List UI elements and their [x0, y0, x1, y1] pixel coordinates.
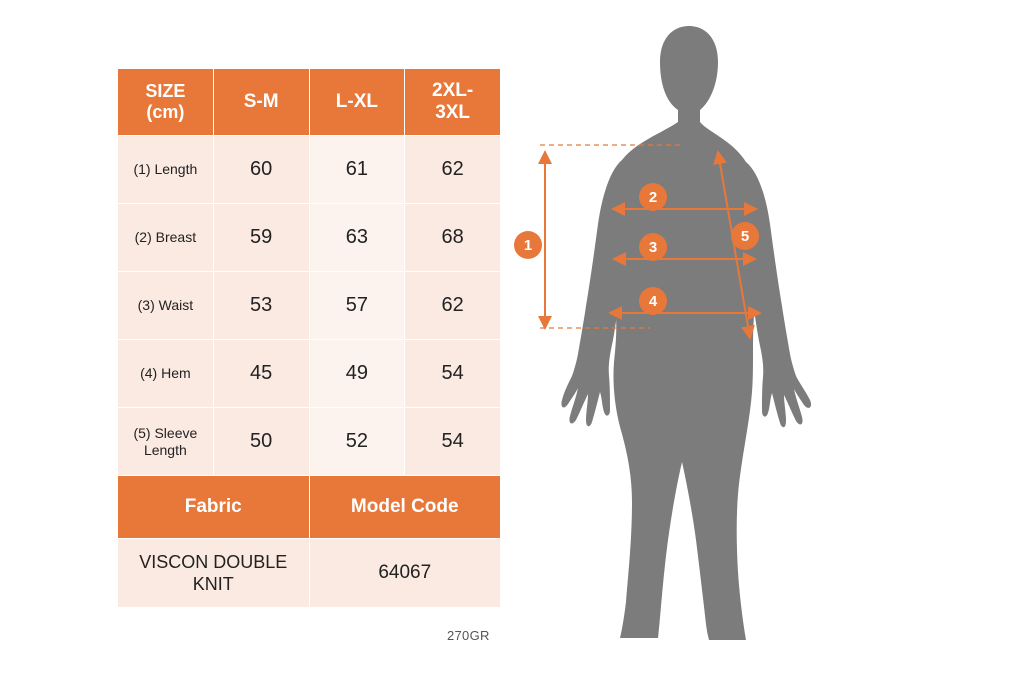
fabric-weight-note: 270GR: [447, 628, 490, 643]
header-2xl-line1: 2XL-: [432, 80, 474, 102]
cell-length-l-xl: 61: [309, 136, 405, 204]
measurement-figure: [510, 10, 1010, 670]
mannequin-silhouette-svg: [510, 10, 1010, 670]
column-header-size: [118, 69, 214, 136]
footer-header-model-code: Model Code: [309, 476, 501, 539]
row-label-sleeve-length: (5) Sleeve Length: [118, 408, 214, 476]
cell-waist-2xl-3xl: 62: [405, 272, 501, 340]
header-size-text: SIZE: [145, 81, 186, 102]
badge-3-waist: 3: [640, 234, 666, 260]
silhouette-body: [561, 26, 811, 640]
cell-length-s-m: 60: [213, 136, 309, 204]
table-row: [118, 272, 501, 340]
row-label-hem: (4) Hem: [118, 340, 214, 408]
cell-hem-l-xl: 49: [309, 340, 405, 408]
table-header: [118, 69, 501, 136]
cell-sleeve-l-xl: 52: [309, 408, 405, 476]
table-row: [118, 408, 501, 476]
table-body: [118, 136, 501, 608]
cell-sleeve-2xl-3xl: 54: [405, 408, 501, 476]
column-header-l-xl: L-XL: [309, 69, 405, 136]
cell-length-2xl-3xl: 62: [405, 136, 501, 204]
cell-sleeve-s-m: 50: [213, 408, 309, 476]
row-label-waist: (3) Waist: [118, 272, 214, 340]
cell-waist-s-m: 53: [213, 272, 309, 340]
cell-hem-2xl-3xl: 54: [405, 340, 501, 408]
badge-2-breast: 2: [640, 184, 666, 210]
footer-value-model-code: 64067: [309, 539, 501, 608]
row-label-length: (1) Length: [118, 136, 214, 204]
table-row: [118, 136, 501, 204]
column-header-s-m: S-M: [213, 69, 309, 136]
table-row: [118, 204, 501, 272]
header-size-unit: (cm): [146, 102, 185, 122]
badge-5-sleeve-length: 5: [732, 223, 758, 249]
badge-4-hem: 4: [640, 288, 666, 314]
table-footer-value-row: [118, 539, 501, 608]
footer-value-fabric: VISCON DOUBLE KNIT: [118, 539, 310, 608]
size-chart-table: [117, 68, 501, 608]
table-header-row: [118, 69, 501, 136]
table-row: [118, 340, 501, 408]
table-footer-header-row: [118, 476, 501, 539]
cell-breast-l-xl: 63: [309, 204, 405, 272]
footer-header-fabric: Fabric: [118, 476, 310, 539]
cell-breast-s-m: 59: [213, 204, 309, 272]
cell-breast-2xl-3xl: 68: [405, 204, 501, 272]
column-header-2xl-3xl: [405, 69, 501, 136]
cell-hem-s-m: 45: [213, 340, 309, 408]
row-label-breast: (2) Breast: [118, 204, 214, 272]
badge-1-length: 1: [515, 232, 541, 258]
header-2xl-line2: 3XL: [435, 102, 471, 123]
cell-waist-l-xl: 57: [309, 272, 405, 340]
